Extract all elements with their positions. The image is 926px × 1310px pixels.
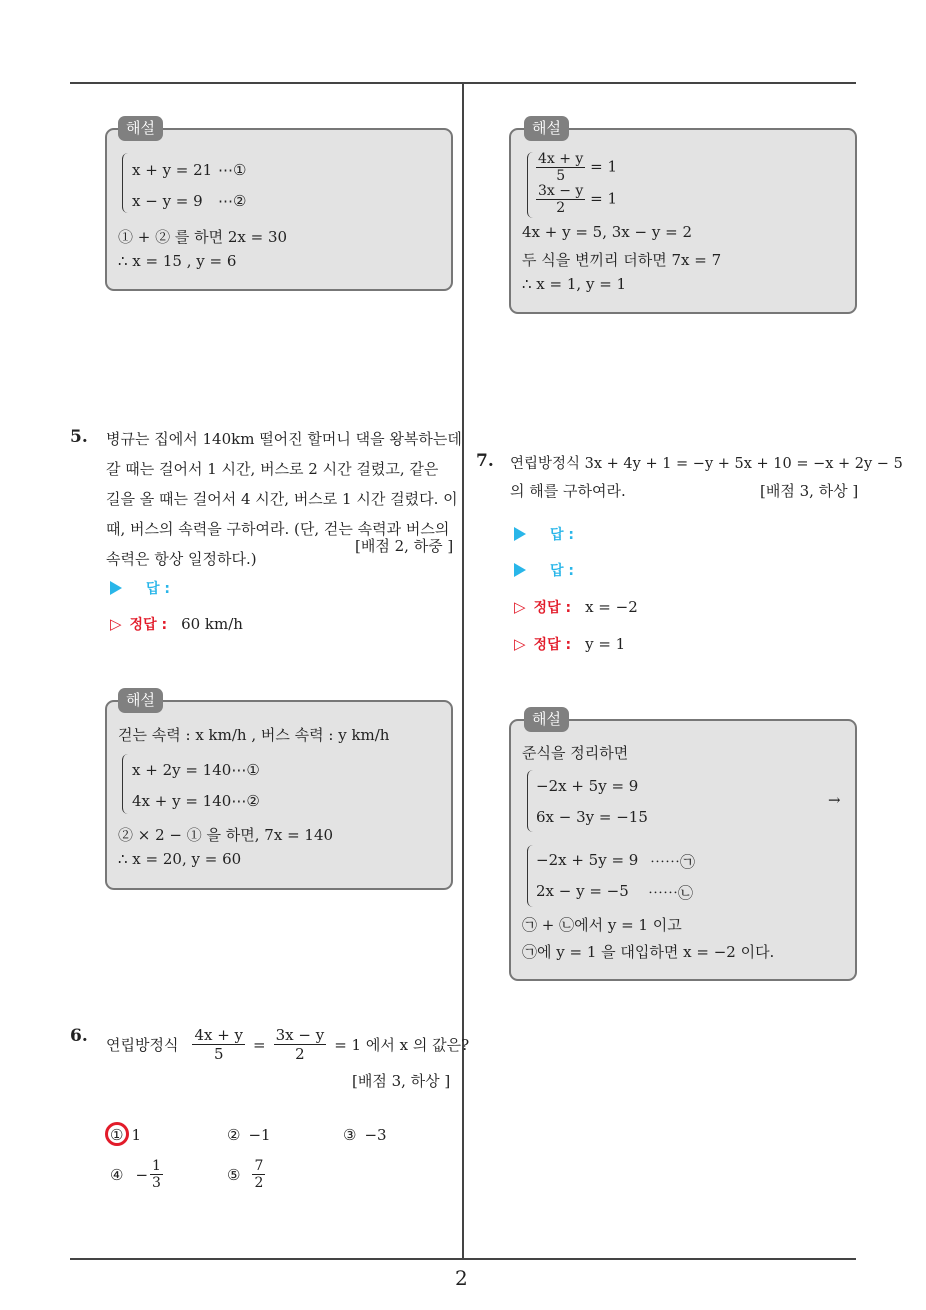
solution-step: 준식을 정리하면 <box>522 744 629 762</box>
choice-1[interactable] <box>110 1126 141 1144</box>
equation-line: x − y = 9 <box>132 192 203 210</box>
equation-marker: ⋯② <box>218 192 247 210</box>
equation-brace <box>527 845 534 907</box>
outline-triangle-icon: ▷ <box>514 635 526 653</box>
answer-row <box>514 560 574 580</box>
points-label: [배점 2, 하중 ] <box>355 537 454 555</box>
answer-row <box>514 524 574 544</box>
solution-step: 걷는 속력 : x km/h , 버스 속력 : y km/h <box>118 726 390 744</box>
fraction <box>274 1026 327 1063</box>
equation-brace <box>527 770 534 832</box>
question-line: 때, 버스의 속력을 구하여라. (단, 걷는 속력과 버스의 <box>106 520 450 538</box>
equation-brace <box>527 152 534 218</box>
equation-line: x + y = 21 <box>132 161 213 179</box>
numerator: 3x − y <box>538 183 584 199</box>
question-line: 의 해를 구하여라. <box>510 482 626 500</box>
choice-marker: ④ <box>110 1165 124 1184</box>
fraction <box>536 151 585 184</box>
equation-brace <box>122 153 129 213</box>
choice-5[interactable] <box>227 1158 265 1191</box>
equation-line: 4x + y = 140⋯② <box>132 792 260 810</box>
question-suffix: = 1 에서 x 의 값은? <box>334 1036 470 1054</box>
choice-marker: ③ <box>343 1126 357 1144</box>
solution-step: ㉠ + ㉡에서 y = 1 이고 <box>522 916 682 934</box>
denominator: 2 <box>295 1045 305 1063</box>
fraction <box>252 1158 265 1191</box>
numerator: 4x + y <box>538 151 584 167</box>
answer-label: 답 : <box>550 563 574 579</box>
arrow-icon: → <box>828 791 841 809</box>
page-number: 2 <box>455 1266 468 1290</box>
explanation-tag: 해설 <box>524 116 569 141</box>
equation-rhs: = 1 <box>590 189 618 208</box>
play-icon <box>514 563 526 577</box>
solution-result: ∴ x = 15 , y = 6 <box>118 252 237 270</box>
numerator: 7 <box>254 1158 264 1174</box>
denominator: 2 <box>556 200 566 216</box>
column-divider <box>462 82 464 1259</box>
correct-answer-value: 60 km/h <box>181 615 243 633</box>
explanation-tag: 해설 <box>524 707 569 732</box>
fraction <box>150 1158 163 1191</box>
denominator: 5 <box>213 1045 224 1063</box>
question-line: 갈 때는 걸어서 1 시간, 버스로 2 시간 걸렸고, 같은 <box>106 460 439 478</box>
denominator: 5 <box>556 168 566 184</box>
denominator: 3 <box>152 1175 161 1191</box>
question-line: 길을 올 때는 걸어서 4 시간, 버스로 1 시간 걸렸다. 이 <box>106 490 458 508</box>
correct-label: 정답 : <box>129 617 168 633</box>
equation-rhs: = 1 <box>590 157 618 176</box>
correct-answer-value: x = −2 <box>585 598 638 616</box>
choice-value: −1 <box>248 1126 271 1144</box>
denominator: 2 <box>254 1175 264 1191</box>
play-icon <box>110 581 122 595</box>
play-icon <box>514 527 526 541</box>
solution-step: 4x + y = 5, 3x − y = 2 <box>522 223 692 241</box>
explanation-tag: 해설 <box>118 116 163 141</box>
equation-line: −2x + 5y = 9 <box>536 777 639 795</box>
solution-result: ∴ x = 1, y = 1 <box>522 275 627 293</box>
question-number: 5. <box>70 427 88 447</box>
equation-marker: ⋯⋯㉠ <box>650 853 696 871</box>
question-text <box>106 1026 469 1063</box>
answer-label: 답 : <box>146 581 170 597</box>
question-number: 6. <box>70 1026 88 1046</box>
equation-line: x + 2y = 140⋯① <box>132 761 260 779</box>
question-line: 연립방정식 3x + 4y + 1 = −y + 5x + 10 = −x + 2y − 5 <box>510 456 903 472</box>
numerator: 4x + y <box>194 1026 244 1044</box>
fraction <box>536 183 585 216</box>
solution-step: 두 식을 변끼리 더하면 7x = 7 <box>522 251 722 269</box>
choice-value: 1 <box>131 1126 141 1144</box>
equation-brace <box>122 754 129 814</box>
choice-marker: ① <box>110 1126 124 1144</box>
numerator: 1 <box>152 1158 161 1174</box>
correct-answer-row <box>514 597 638 617</box>
choice-3[interactable] <box>343 1126 387 1144</box>
answer-row <box>110 578 170 598</box>
choice-sign: − <box>135 1165 149 1184</box>
question-prefix: 연립방정식 <box>106 1036 179 1054</box>
question-line: 속력은 항상 일정하다.) <box>106 550 257 568</box>
choice-marker: ⑤ <box>227 1165 241 1184</box>
solution-result: ∴ x = 20, y = 60 <box>118 850 242 868</box>
equals-sign: = <box>253 1035 266 1054</box>
points-label: [배점 3, 하상 ] <box>760 482 859 500</box>
numerator: 3x − y <box>275 1026 325 1044</box>
equation-line: −2x + 5y = 9 <box>536 851 639 869</box>
correct-answer-value: y = 1 <box>585 635 626 653</box>
outline-triangle-icon: ▷ <box>110 615 122 633</box>
equation-marker: ⋯① <box>218 161 247 179</box>
choice-marker: ② <box>227 1126 241 1144</box>
question-line: 병규는 집에서 140km 떨어진 할머니 댁을 왕복하는데 <box>106 430 462 448</box>
solution-step: ① + ② 를 하면 2x = 30 <box>118 228 288 246</box>
fraction-equation <box>536 183 617 216</box>
correct-answer-row <box>514 634 625 654</box>
solution-step: ② × 2 − ① 을 하면, 7x = 140 <box>118 826 334 844</box>
fraction <box>192 1026 245 1063</box>
explanation-tag: 해설 <box>118 688 163 713</box>
bottom-rule <box>70 1258 856 1260</box>
choice-4[interactable] <box>110 1158 163 1191</box>
fraction-equation <box>536 151 617 184</box>
correct-label: 정답 : <box>533 600 572 616</box>
choice-value: −3 <box>364 1126 387 1144</box>
points-label: [배점 3, 하상 ] <box>352 1072 451 1090</box>
correct-answer-row <box>110 614 243 634</box>
equation-line: 6x − 3y = −15 <box>536 808 648 826</box>
equation-marker: ⋯⋯㉡ <box>648 884 694 902</box>
question-number: 7. <box>476 451 494 471</box>
answer-label: 답 : <box>550 527 574 543</box>
outline-triangle-icon: ▷ <box>514 598 526 616</box>
equation-line: 2x − y = −5 <box>536 882 629 900</box>
correct-label: 정답 : <box>533 637 572 653</box>
solution-result: ㉠에 y = 1 을 대입하면 x = −2 이다. <box>522 943 775 961</box>
choice-2[interactable] <box>227 1126 271 1144</box>
